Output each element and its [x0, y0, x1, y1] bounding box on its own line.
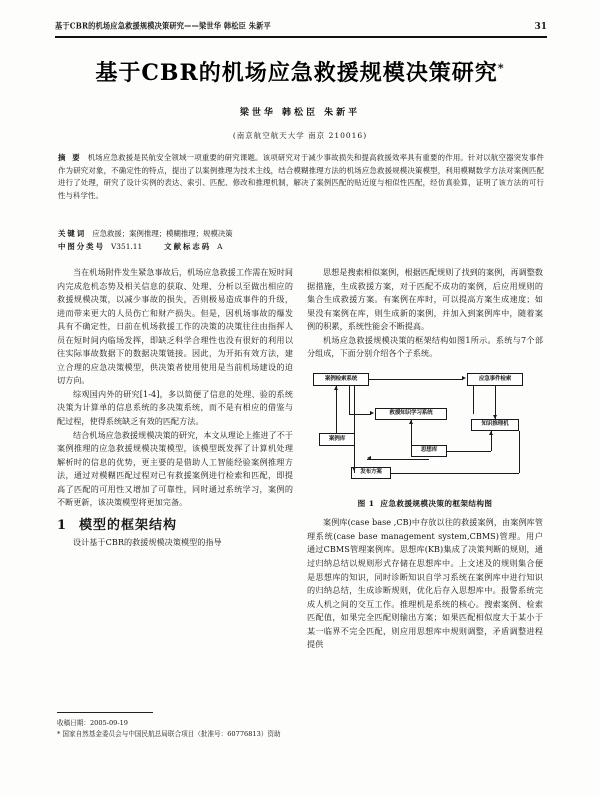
- running-head: [55, 22, 547, 32]
- doc-code-label: 文献标志码: [164, 242, 212, 251]
- title-text: 基于CBR的机场应急救援规模决策研究: [95, 60, 498, 86]
- diagram-connector: [349, 386, 350, 414]
- diagram-connector: [367, 459, 429, 460]
- diagram-connector: [473, 386, 474, 414]
- figure-caption-text: 应急救援规模决策的框架结构图: [380, 498, 493, 508]
- section-title: 模型的框架结构: [79, 517, 178, 533]
- diagram-box-diagnosis-reasoning: 知识推理机: [471, 419, 519, 431]
- classification-value: V351.11: [110, 242, 143, 251]
- diagram-connector: [336, 386, 337, 433]
- arrow-right-icon: [370, 411, 374, 415]
- diagram-box-case-base: 案例库: [319, 433, 355, 446]
- abstract-label: 摘 要: [58, 153, 82, 162]
- page-title: [0, 56, 600, 87]
- diagram-connector: [349, 414, 371, 415]
- diagram-box-release-scheme: 发布方案: [351, 467, 391, 479]
- arrow-up-icon: [334, 386, 338, 390]
- classification: [58, 241, 544, 252]
- figure-number: 图 1: [357, 498, 375, 508]
- figure-caption: [307, 497, 543, 511]
- arrow-down-icon: [352, 467, 356, 471]
- arrow-right-icon: [462, 376, 466, 380]
- diagram-connector: [391, 473, 519, 474]
- abstract: [58, 152, 544, 202]
- page-number: 31: [534, 22, 547, 32]
- diagram-connector: [369, 379, 463, 380]
- footnotes: [57, 718, 293, 741]
- paragraph: 案例库(case base ,CB)中存放以往的救援案例，由案例库管理系统(case base management system,CBMS)管理。用户通过CBMS管理案例库。思想库(KB)集成了决策判断的规则，通过归纳总结以规则形式存储在思想库中。上文述及的规则集合便是思想库的知识，同时诊断知识自学习系统在案例库中进行知识的归纳总结，生成诊断规则，优化后存入思想库中。报警系统完成人机之间的交互工作。推理机是系统的核心。搜索案例、检索匹配值，如果完全匹配则输出方案；如果匹配相似度大于某小于某一临界不完全匹配，则应用思想库中规则调整，矛盾调整进程提供: [307, 517, 543, 650]
- keywords: [58, 228, 544, 239]
- classification-label: 中图分类号: [58, 242, 105, 251]
- footnote-received: 收稿日期：2005-09-19: [57, 719, 128, 727]
- column-right: [307, 266, 543, 652]
- abstract-text: 机场应急救援是民航安全领域一项重要的研究课题。该项研究对于减少事故损失和提高救援效率具有重要的作用。针对以航空器突发事件作为研究对象，不确定性的特点，提出了以案例推理为技术主线，结合模糊推理方法的机场应急救援规模决策模型，利用模糊数学方法对案例匹配进行了处理，研究了设计实例的表达、索引、匹配、修改和推理机制，解决了案例匹配的贴近度与相似性匹配，经仿真验算，证明了该方法的可行性与科学性。: [58, 153, 544, 200]
- arrow-left-icon: [367, 456, 371, 460]
- footnote-rule: [57, 712, 153, 713]
- paragraph: 机场应急救援规模决策的框架结构如图1所示。系统与7个部分组成，下面分别介绍各个子系统。: [307, 334, 543, 359]
- arrow-up-icon: [409, 420, 413, 424]
- diagram-box-rescue-knowledge-learning-system: 救援知识学习系统: [375, 408, 447, 420]
- doc-code-value: A: [217, 242, 223, 251]
- arrow-down-icon: [493, 415, 497, 419]
- affiliation: (南京航空航天大学 南京 210016): [232, 131, 368, 140]
- column-left: [57, 266, 293, 550]
- title-footnote-marker: *: [497, 61, 505, 75]
- keywords-text: 应急救援；案例推理；模糊推理；规模决策: [92, 229, 233, 238]
- keywords-label: 关键词: [58, 229, 87, 238]
- paragraph: 思想是搜索相似案例，根据匹配规则了找到的案例，再调整数据措施，生成救援方案，对于匹配不成功的案例，后应用规则的集合生成救援方案。有案例在库时，可以提高方案生成速度；如果没有案例在库，则生成新的案例，并加入到案例库中，随着案例的积累，系统性能会不断提高。: [307, 267, 543, 332]
- diagram-box-knowledge-base: 思想库: [411, 445, 447, 457]
- diagram-box-case-retrieval-system: 案例检索系统: [313, 373, 369, 386]
- paragraph: 结合机场应急救援规模决策的研究，本文从理论上推进了不于案例推理的应急救援规模决策模型，该模型既发挥了计算机处理解析时的信息的优势，更主要的是借助人工智能经验案例推理方法，通过对模糊匹配过程对已有救援案例进行检索和匹配，即提高了匹配的可用性又增加了可靠性，同时通过系统学习，案例的不断更新，该决策模型将更加完备。: [57, 429, 293, 508]
- framework-diagram: [307, 367, 543, 495]
- authors: 梁世华 韩松臣 朱新平: [239, 108, 361, 118]
- section-number: 1: [57, 517, 68, 533]
- diagram-connector: [354, 386, 355, 473]
- diagram-connector: [519, 431, 520, 473]
- footnote-funding: * 国家自然基金委员会与中国民航总局联合项目（批准号：60776813）资助: [57, 730, 281, 739]
- diagram-connector: [447, 451, 491, 452]
- header-rule: [55, 36, 547, 38]
- paragraph: 综观国内外的研究[1-4]，多以简便了信息的处理、验的系统决策为计算单的信息系统的多决策系统，而不是有相应的借鉴与配过程，使得系统缺乏有效的匹配方法。: [57, 388, 293, 427]
- paragraph: 当在机场附件发生紧急事故后，机场应急救援工作需在短时间内完成危机态势及相关信息的获取、处理、分析以至做出相应的救援规模决策，以减少事故的损失，否则极易造成事件的升级，进而带来更大的人员伤亡和财产损失。但是，因机场事故的爆发具有不确定性，日前在机场救援工作的决策的决策往往由指挥人员在短时间内临场发挥，即缺乏科学合理性也没有很好的利用以往实际事故数据下的数据决策链接。因此，为开拓有效方法，建立合理的应急决策模型，供决策者使用使用是当前机场建设的迫切方向。: [57, 267, 293, 386]
- arrow-up-icon: [489, 431, 493, 435]
- diagram-box-emergency-event-library: 应急事件检索: [467, 373, 523, 386]
- section-heading: [57, 519, 293, 533]
- paragraph: 设计基于CBR的救援规模决策模型的指导: [73, 537, 222, 548]
- running-head-text: 基于CBR的机场应急救援规模决策研究——梁世华 韩松臣 朱新平: [55, 20, 271, 31]
